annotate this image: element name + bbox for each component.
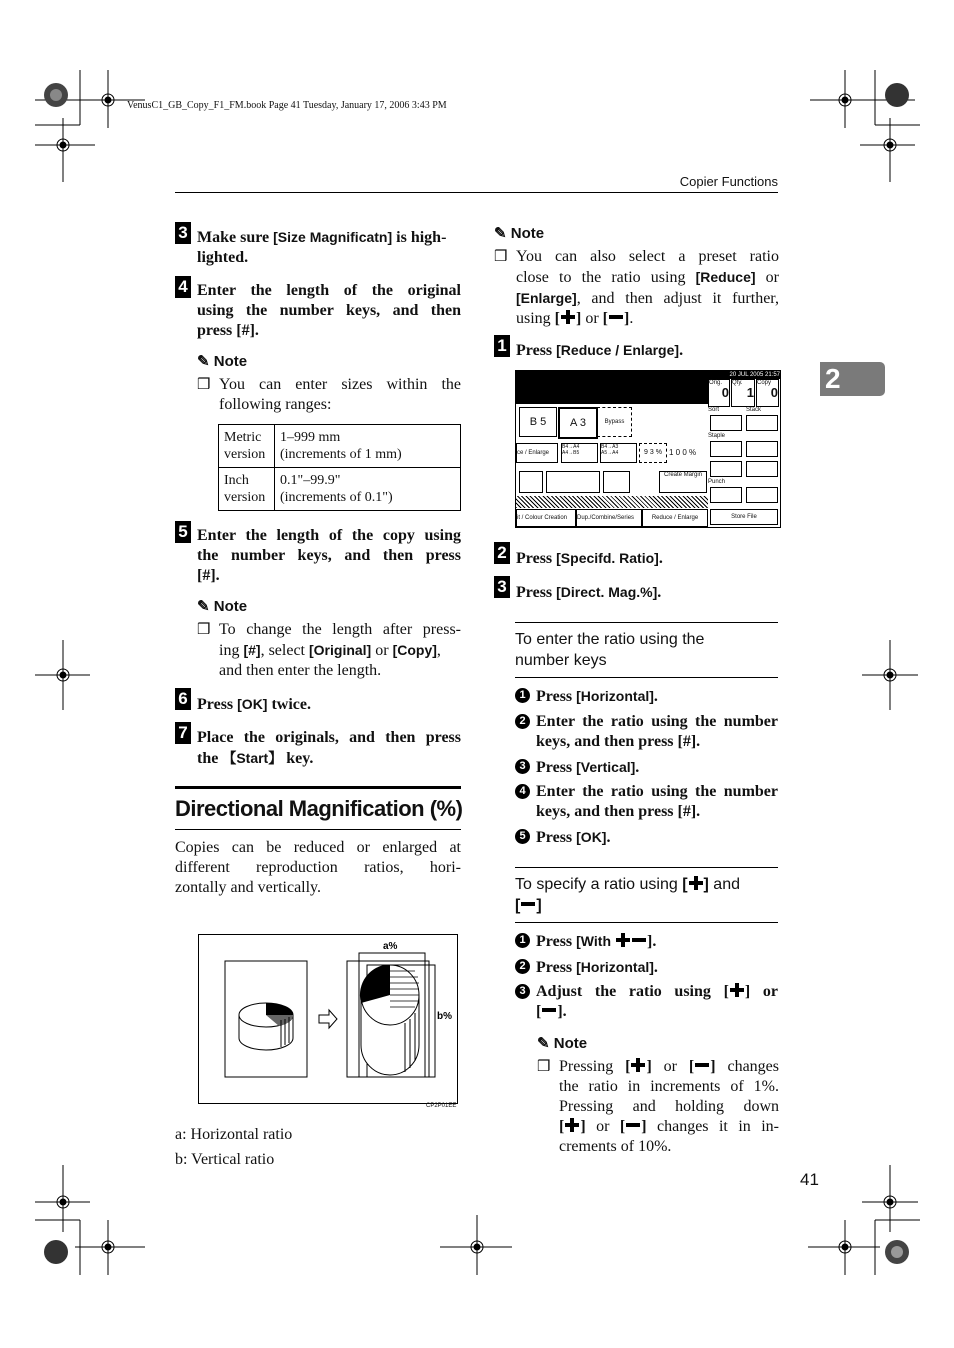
section-title: Directional Magnification (%)	[175, 796, 463, 821]
step-6-left: 6 Press [OK] twice.	[175, 688, 461, 710]
tall-cylinder	[360, 965, 419, 1075]
sub2-rule-bottom	[515, 922, 778, 923]
note-heading: ✎ Note	[197, 598, 248, 615]
reduce-enlarge-label: ce / Enlarge	[516, 443, 558, 463]
staple-button-4[interactable]	[746, 461, 778, 477]
preset-ratio-1-button[interactable]: B4→A4 A4→B5	[561, 443, 598, 463]
section-body: Copies can be reduced or enlarged at different reproduction ratios, hori- zontally and vertically.	[175, 839, 461, 896]
note-heading: ✎ Note	[537, 1035, 588, 1052]
combine-button[interactable]	[546, 471, 600, 493]
staple-button-2[interactable]	[746, 441, 778, 457]
ratio-display: 1 0 0 %	[669, 448, 697, 457]
step-3-right: 3 Press [Direct. Mag.%].	[494, 576, 778, 598]
small-cylinder	[239, 1003, 293, 1050]
note-heading: ✎ Note	[494, 225, 545, 242]
size-ranges-table	[218, 424, 461, 511]
step-2-right: 2 Press [Specifd. Ratio].	[494, 542, 778, 564]
punch-button-2[interactable]	[746, 487, 778, 503]
fig-label-b: b%	[437, 1011, 452, 1022]
copier-panel-screen: 20 JUL 2005 21:57 Orig. 0 Qty. 1 Copy 0 B 5 A 3 Bypass ce / Enlarge B4→A4 A4→B5 B4→A3 A5→A4 9 3 % 1 0 0 % Create Margin it / Colour Creation Dup./Combine/Series Reduce / Enlarge Sort Stack Staple Punch Store File	[515, 370, 781, 528]
minus-key-icon	[608, 309, 624, 325]
legend-a: a: Horizontal ratio	[175, 1126, 293, 1143]
sub1-rule-top	[515, 622, 778, 623]
series-button[interactable]	[603, 471, 630, 493]
page-number: 41	[800, 1170, 819, 1189]
step-4-left: 4 Enter the length of the original using the number keys, and then press [#].	[175, 276, 461, 298]
step-1-right: 1 Press [Reduce / Enlarge].	[494, 335, 778, 357]
staple-button-1[interactable]	[710, 441, 742, 457]
step-number: 7	[175, 722, 191, 744]
create-margin-button[interactable]: Create Margin	[659, 471, 707, 493]
checkbox-icon: ❒	[494, 249, 508, 265]
step-number: 5	[175, 521, 191, 543]
minus-key-icon	[541, 1002, 557, 1018]
preset-ratio-3-button[interactable]: 9 3 %	[639, 443, 667, 463]
step-number: 3	[494, 576, 510, 598]
minus-key-icon	[631, 932, 647, 948]
magnification-figure	[198, 934, 458, 1104]
step-5-left: 5 Enter the length of the copy using the number keys, and then press [#].	[175, 521, 461, 543]
running-title: Copier Functions	[679, 174, 778, 189]
sub1-heading: To enter the ratio using the number keys	[515, 631, 705, 669]
section-rule-bottom	[175, 829, 461, 830]
store-file-button[interactable]: Store File	[710, 509, 778, 525]
cylinder-diagram	[199, 935, 457, 1103]
step-7-left: 7 Place the originals, and then press the 【Start】 key.	[175, 722, 461, 744]
pencil-icon: ✎	[197, 598, 210, 615]
minus-key-icon	[520, 896, 536, 912]
step-number: 1	[494, 335, 510, 357]
note-heading: ✎ Note	[197, 353, 248, 370]
pencil-icon: ✎	[494, 225, 507, 242]
plus-key-icon	[729, 982, 745, 998]
checkbox-icon: ❒	[197, 377, 211, 393]
legend-b: b: Vertical ratio	[175, 1151, 275, 1168]
date-display: 20 JUL 2005 21:57	[698, 371, 781, 379]
plus-key-icon	[560, 309, 576, 325]
plus-key-icon	[688, 875, 704, 891]
sub2-rule-top	[515, 867, 778, 868]
checkbox-icon: ❒	[537, 1059, 551, 1075]
table-row: Metric version 1–999 mm (increments of 1 mm)	[219, 425, 461, 468]
figure-code: CP2P01EE	[426, 1103, 457, 1109]
image-adjust-button[interactable]	[519, 471, 543, 493]
arrow-icon	[319, 1010, 337, 1028]
pencil-icon: ✎	[197, 353, 210, 370]
step-3-left: 3 Make sure [Size Magnificatn] is high-lighted.	[175, 222, 461, 244]
paper-tray-1-button[interactable]: B 5	[519, 407, 557, 437]
step-number: 3	[175, 222, 191, 244]
preset-ratio-2-button[interactable]: B4→A3 A5→A4	[600, 443, 637, 463]
staple-button-3[interactable]	[710, 461, 742, 477]
step-number: 6	[175, 688, 191, 710]
book-filename: VenusC1_GB_Copy_F1_FM.book Page 41 Tuesday, January 17, 2006 3:43 PM	[127, 100, 447, 111]
header-rule	[175, 192, 778, 193]
minus-key-icon	[694, 1057, 710, 1073]
tab-reduce-enlarge[interactable]: Reduce / Enlarge	[642, 509, 708, 527]
tab-edit-colour[interactable]: it / Colour Creation	[516, 509, 576, 527]
stack-button[interactable]	[746, 415, 778, 431]
checkbox-icon: ❒	[197, 622, 211, 638]
plus-key-icon	[615, 932, 631, 948]
plus-key-icon	[630, 1057, 646, 1073]
section-rule-top	[175, 786, 461, 789]
pencil-icon: ✎	[537, 1035, 550, 1052]
plus-key-icon	[564, 1117, 580, 1133]
punch-button-1[interactable]	[710, 487, 742, 503]
sub1-rule-bottom	[515, 677, 778, 678]
bypass-button[interactable]: Bypass	[597, 407, 632, 437]
minus-key-icon	[625, 1117, 641, 1133]
fig-label-a: a%	[383, 941, 398, 952]
paper-tray-2-button[interactable]: A 3	[558, 407, 598, 439]
step-number: 2	[494, 542, 510, 564]
tab-dup-combine-series[interactable]: Dup./Combine/Series	[576, 509, 642, 527]
sort-button[interactable]	[710, 415, 742, 431]
table-row: Inch version 0.1"–99.9" (increments of 0.1")	[219, 468, 461, 511]
chapter-tab: 2	[820, 362, 885, 396]
step-number: 4	[175, 276, 191, 298]
sub2-heading: To specify a ratio using [ ] and [ ]	[515, 876, 740, 914]
